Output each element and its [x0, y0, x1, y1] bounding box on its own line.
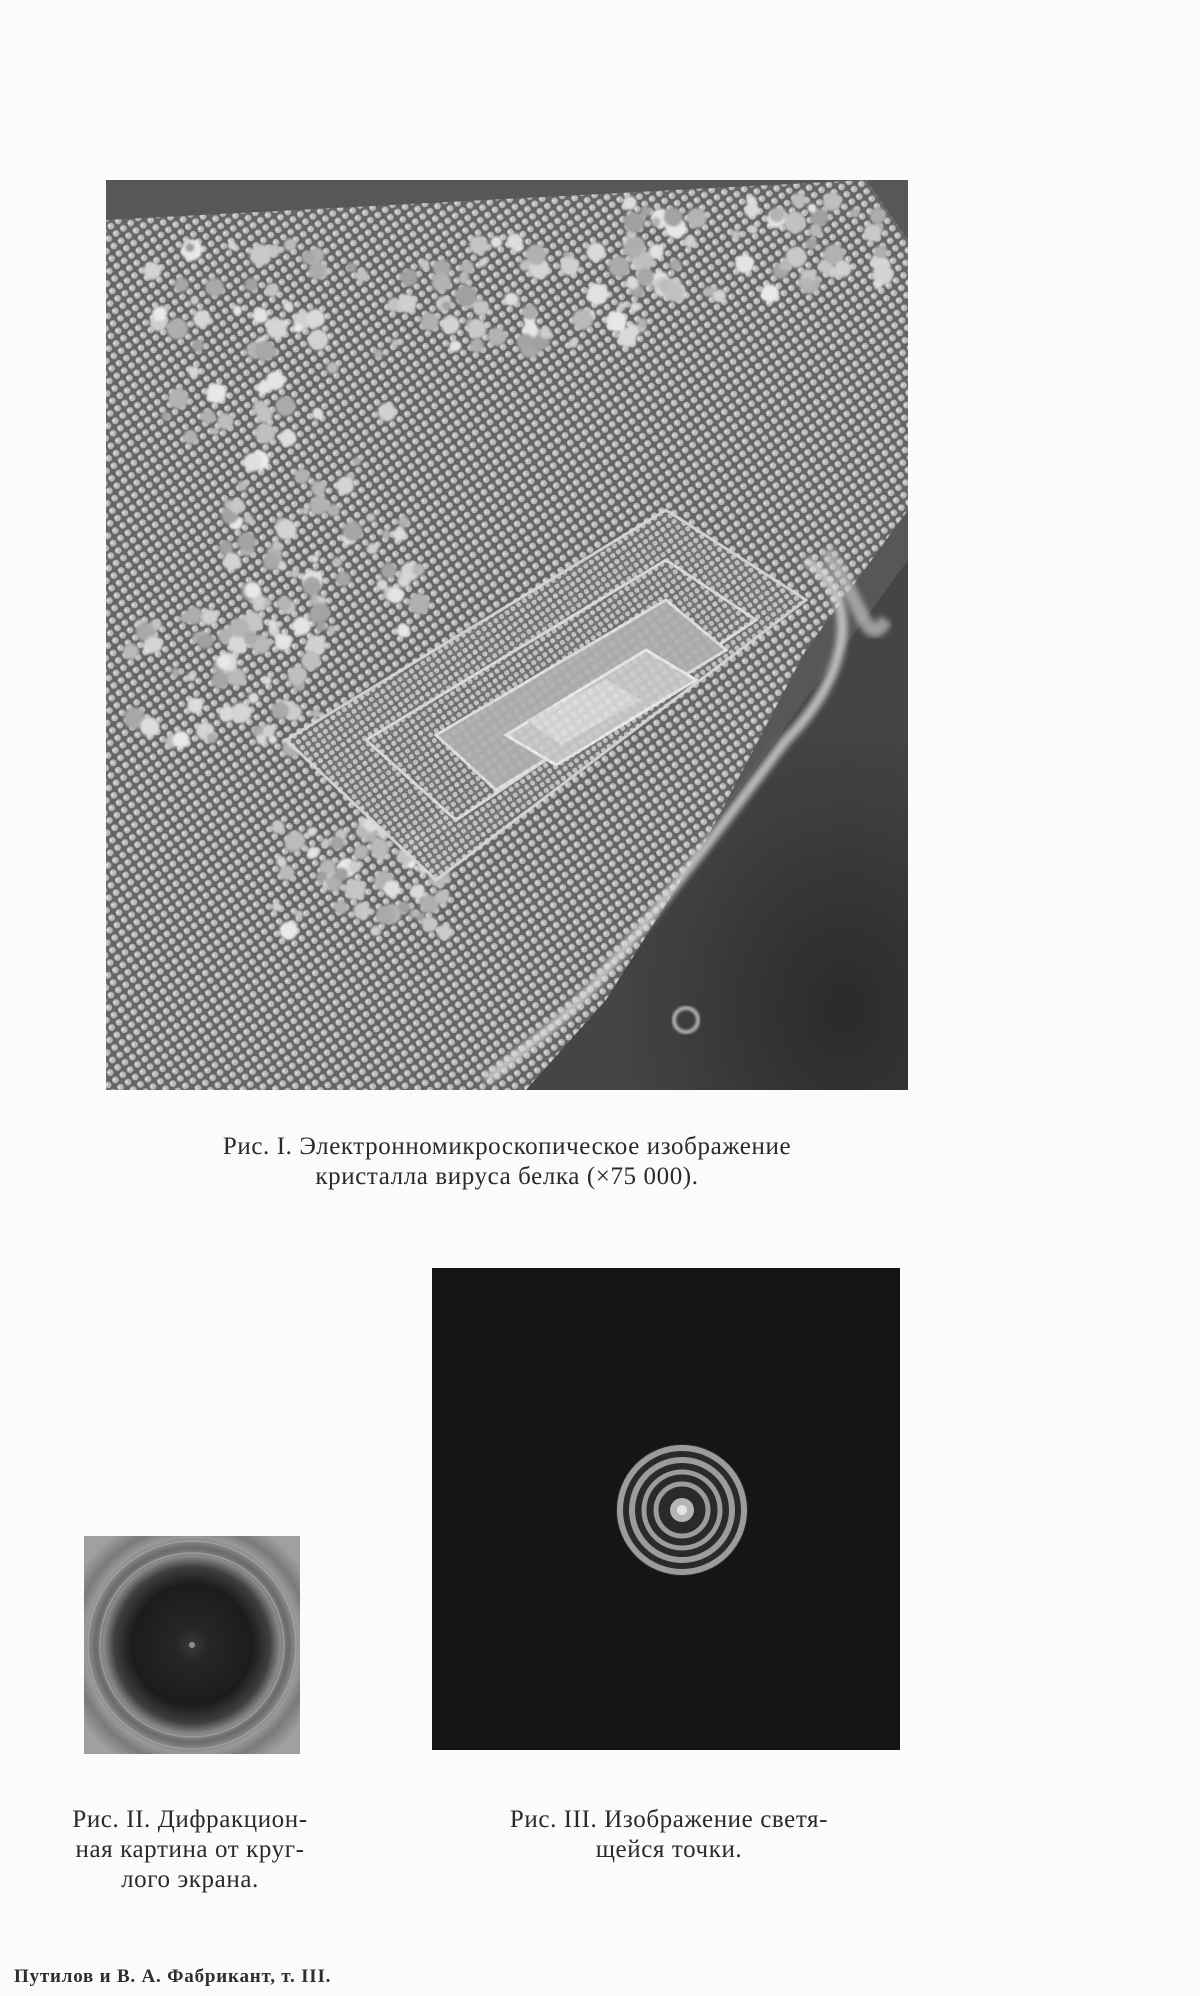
caption-line: Рис. III. Изображение светя-	[509, 1806, 829, 1833]
caption-line: Рис. I. Электронномикроскопическое изображение	[222, 1133, 792, 1160]
figure-2-diffraction-pattern	[84, 1536, 300, 1754]
caption-line: лого экрана.	[121, 1866, 259, 1893]
figure-1-micrograph	[106, 180, 908, 1090]
figure-3-caption	[430, 1805, 908, 1865]
figure-3-point-source-image	[432, 1268, 900, 1750]
caption-line: кристалла вируса белка (×75 000).	[315, 1163, 699, 1190]
caption-line: ная картина от круг-	[75, 1836, 305, 1863]
luminous-point-rings-image	[432, 1268, 900, 1750]
circular-screen-diffraction-image	[84, 1536, 300, 1754]
caption-line: щейся точки.	[595, 1836, 743, 1863]
virus-crystal-image	[106, 180, 908, 1090]
caption-line: Рис. II. Дифракцион-	[72, 1806, 308, 1833]
figure-2-caption	[20, 1805, 360, 1895]
page-footer: Путилов и В. А. Фабрикант, т. III.	[14, 1966, 332, 1987]
figure-1-caption	[106, 1132, 908, 1192]
